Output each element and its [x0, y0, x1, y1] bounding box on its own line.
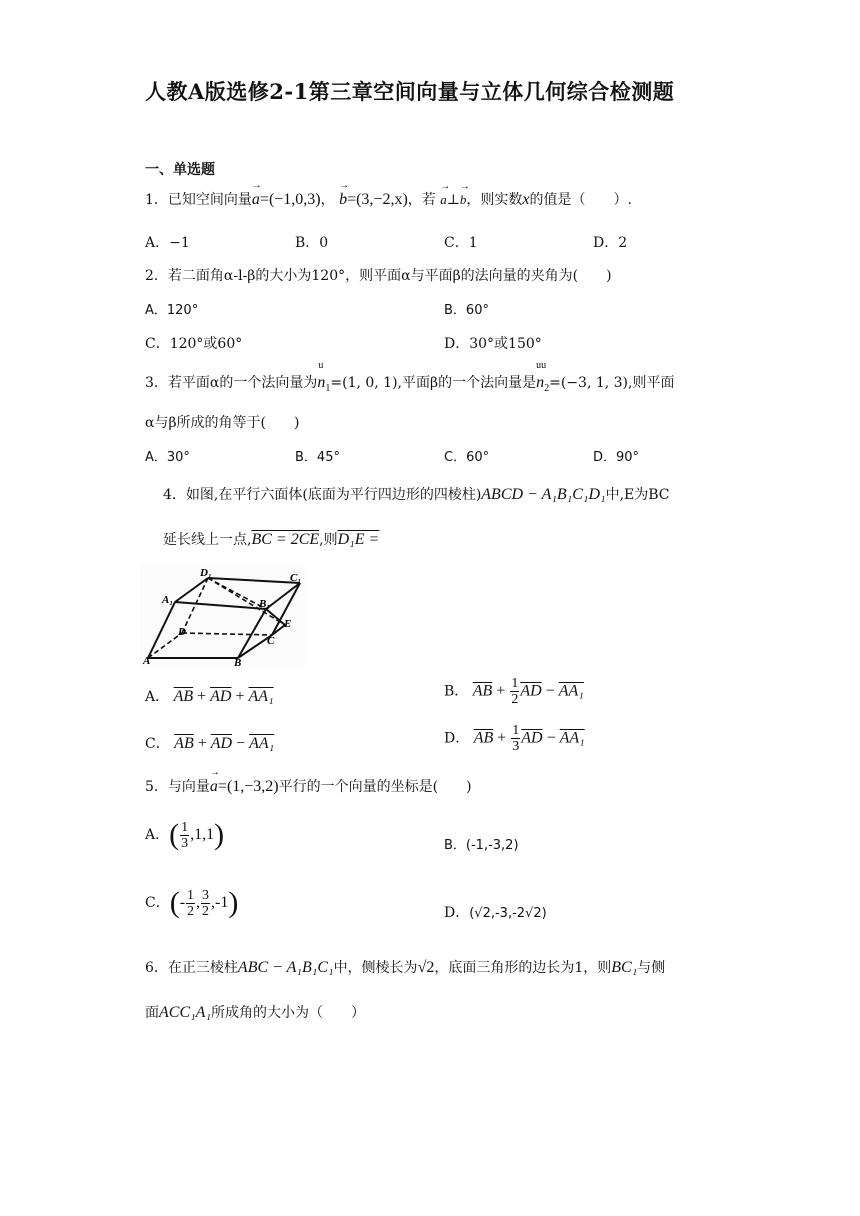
q3-option-d: D．90°	[593, 450, 640, 465]
q3-n1-value: =(1, 0, 1),平面β的一个法向量是	[330, 375, 537, 391]
solid-name: ABCD − A₁B₁C₁D₁	[481, 486, 606, 503]
normal-n1: u $n_1$	[317, 360, 331, 395]
perp-symbol: ⊥	[446, 192, 460, 208]
label-d: D	[178, 626, 186, 638]
bc-equation: BC = 2CE	[251, 531, 320, 548]
q4-option-b: B． $\overline{AB}$ + $\frac{1}{2}$ $\overline{AD} - AA_1$	[444, 676, 584, 707]
page-title: 人教A版选修2-1第三章空间向量与立体几何综合检测题	[145, 79, 675, 104]
label-e: E	[284, 618, 292, 630]
section-heading: 一、单选题	[145, 162, 215, 178]
q1-option-b: B．0	[295, 235, 329, 251]
question-3-line1	[145, 360, 675, 395]
question-3-line2: α与β所成的角等于( )	[145, 415, 300, 431]
q1-sep: ，	[320, 192, 335, 208]
q2-option-a: A．120°	[145, 303, 199, 318]
parallelepiped-figure	[140, 565, 305, 668]
q4-option-d: D． $\overline{AB}$ + $\frac{1}{3}$ $\overline{AD} - AA_1$	[444, 723, 585, 754]
label-c: C	[267, 635, 275, 647]
vector-a: → a	[252, 191, 260, 209]
q3-text-a: 3．若平面α的一个法向量为	[145, 375, 318, 391]
q2-option-d: D．30°或150°	[444, 336, 542, 352]
q3-option-a: A．30°	[145, 450, 190, 465]
q3-option-c: C．60°	[444, 450, 490, 465]
question-2: 2．若二面角α-l-β的大小为120°，则平面α与平面β的法向量的夹角为( )	[145, 268, 612, 284]
normal-n2: uu $n_2$	[536, 360, 550, 395]
label-b: B	[234, 657, 242, 668]
question-6-line1: 6．在正三棱柱ABC − A₁B₁C₁中，侧棱长为√2，底面三角形的边长为1，则BC₁与侧	[145, 959, 666, 976]
q1-option-c: C．1	[444, 235, 478, 251]
q1-b-value: =(3,−2,x)	[347, 191, 408, 208]
label-c1: C₁	[290, 572, 302, 584]
label-a: A	[143, 655, 151, 667]
q5-option-b: B．(-1,-3,2)	[444, 838, 519, 853]
q1-text-a: 已知空间向量	[167, 192, 252, 208]
q5-option-c: C．(- $\frac{1}{2}$ , $\frac{3}{2}$ ,-1)	[145, 886, 239, 919]
q1-text-c: ，则实数	[466, 192, 523, 208]
q5-option-d: D．(√2,-3,-2√2)	[444, 905, 547, 921]
label-d1: D₁	[200, 567, 212, 579]
question-4-line2: 延长线上一点,BC = 2CE,则D₁E =	[163, 531, 380, 548]
q4-option-a: A． $\overline{AB} + \overline{AD} + AA_1$	[145, 688, 274, 705]
q2-option-b: B．60°	[444, 303, 489, 318]
vector-a-q5: → a	[210, 778, 218, 796]
q3-option-b: B．45°	[295, 450, 340, 465]
q1-number: 1．	[145, 192, 168, 208]
q2-option-c: C．120°或60°	[145, 336, 243, 352]
q1-text-d: 的值是（ ）.	[529, 192, 632, 208]
q1-option-d: D．2	[593, 235, 628, 251]
question-6-line2: 面ACC₁A₁所成角的大小为（ ）	[145, 1004, 366, 1021]
question-1	[145, 189, 632, 209]
q1-a-value: =(−1,0,3)	[259, 191, 321, 208]
q3-n2-value: =(−3, 1, 3),则平面	[549, 375, 675, 391]
q1-option-a: A．−1	[145, 235, 190, 251]
label-a1: A₁	[162, 594, 174, 606]
d1e-vector: D₁E =	[337, 531, 380, 548]
q1-text-b: ，若	[407, 192, 436, 208]
q4-option-c: C． $\overline{AB} + \overline{AD} - AA_1$	[145, 735, 275, 752]
vector-b: → b	[339, 191, 347, 209]
q5-option-a: A．( $\frac{1}{3}$ ,1,1)	[145, 818, 225, 851]
var-x: x	[522, 191, 530, 208]
vector-a-small: → a	[440, 192, 447, 208]
question-4-line1: 4．如图,在平行六面体(底面为平行四边形的四棱柱)ABCD − A₁B₁C₁D₁中,E为BC	[163, 486, 670, 503]
vector-b-small: → b	[460, 192, 467, 208]
label-b1: B₁	[259, 598, 271, 610]
question-5: 5．与向量→ a=(1,−3,2)平行的一个向量的坐标是( )	[145, 776, 472, 796]
